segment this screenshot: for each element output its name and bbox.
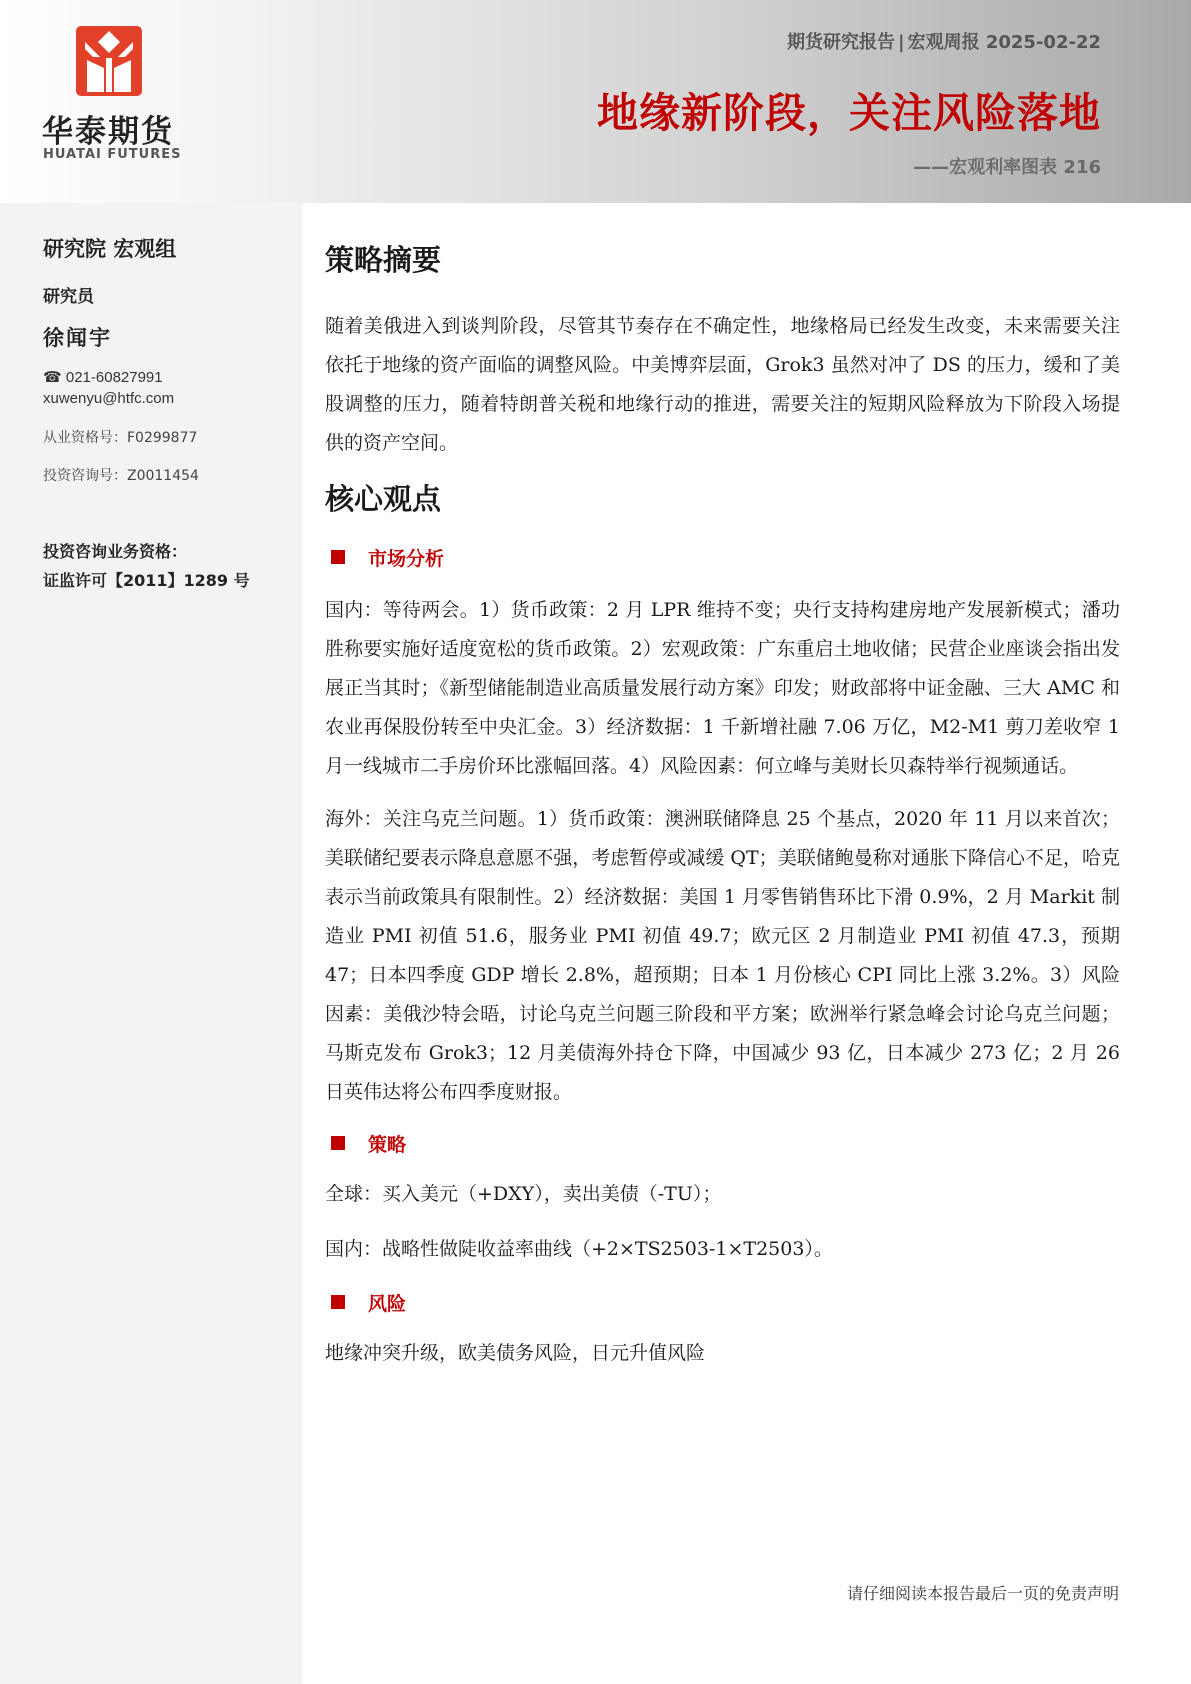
summary-text: 随着美俄进入到谈判阶段，尽管其节奏存在不确定性，地缘格局已经发生改变，未来需要关注依托于地缘的资产面临的调整风险。中美博弈层面，Grok3 虽然对冲了 DS 的压力，缓和了美股调整的压力，随着特朗普关税和地缘行动的推进，需要关注的短期风险释放为下阶段入场提供的资产空间。 <box>325 315 1120 454</box>
report-date: 2025-02-22 <box>985 32 1101 53</box>
analyst-name: 徐闻宇 <box>43 326 112 350</box>
risk-text: 地缘冲突升级，欧美债务风险，日元升值风险 <box>325 1342 706 1364</box>
report-type: 期货研究报告 <box>787 32 895 53</box>
consulting-license: 投资咨询号：Z0011454 <box>43 468 199 484</box>
report-title: 地缘新阶段，关注风险落地 <box>597 89 1101 137</box>
domestic-analysis: 国内：等待两会。1）货币政策：2 月 LPR 维持不变；央行支持构建房地产发展新模式；潘功胜称要实施好适度宽松的货币政策。2）宏观政策：广东重启土地收储；民营企业座谈会指出发展正当其时；《新型储能制造业高质量发展行动方案》印发；财政部将中证金融、三大 AMC 和农业再保股份转至中央汇金。3）经济数据：1 千新增社融 7.06 万亿，M2-M1 剪刀差收窄 1 月一线城市二手房价环比涨幅回落。4）风险因素：何立峰与美财长贝森特举行视频通话。 <box>325 599 1120 777</box>
disclaimer-note: 请仔细阅读本报告最后一页的免责声明 <box>846 1584 1119 1603</box>
square-bullet-icon <box>331 1136 345 1150</box>
phone-number: 021-60827991 <box>65 369 163 386</box>
risk-heading <box>325 1289 1120 1316</box>
market-analysis-label: 市场分析 <box>368 548 445 570</box>
core-views-heading: 核心观点 <box>325 482 442 516</box>
risk-label: 风险 <box>368 1293 407 1315</box>
qualification-value: 证监许可【2011】1289 号 <box>43 571 250 590</box>
analyst-email[interactable]: xuwenyu@htfc.com <box>43 390 175 407</box>
meta-separator: | <box>898 32 905 53</box>
huatai-logo-mark-icon <box>76 26 142 96</box>
summary-heading: 策略摘要 <box>325 243 442 277</box>
department: 研究院 宏观组 <box>43 237 177 261</box>
strategy-label: 策略 <box>368 1134 407 1156</box>
phone-icon: ☎ <box>43 369 66 386</box>
overseas-analysis: 海外：关注乌克兰问题。1）货币政策：澳洲联储降息 25 个基点，2020 年 11 月以来首次；美联储纪要表示降息意愿不强，考虑暂停或减缓 QT；美联储鲍曼称对通胀下降信心不足，哈克表示当前政策具有限制性。2）经济数据：美国 1 月零售销售环比下滑 0.9%，2 月 Markit 制造业 PMI 初值 51.6，服务业 PMI 初值 49.7；欧元区 2 月制造业 PMI 初值 47.3，预期 47；日本四季度 GDP 增长 2.8%，超预期；日本 1 月份核心 CPI 同比上涨 3.2%。3）风险因素：美俄沙特会晤，讨论乌克兰问题三阶段和平方案；欧洲举行紧急峰会讨论乌克兰问题；马斯克发布 Grok3；12 月美债海外持仓下降，中国减少 93 亿，日本减少 273 亿；2 月 26 日英伟达将公布四季度财报。 <box>325 808 1120 1103</box>
logo-chinese-name: 华泰期货 <box>42 114 174 150</box>
square-bullet-icon <box>331 1295 345 1309</box>
strategy-global: 全球：买入美元（+DXY），卖出美债（-TU）； <box>325 1183 722 1205</box>
report-meta <box>787 28 1101 54</box>
report-header <box>0 0 1191 203</box>
square-bullet-icon <box>331 550 345 564</box>
main-content <box>325 230 1120 1373</box>
qualification-title: 投资咨询业务资格： <box>43 542 188 561</box>
report-category: 宏观周报 <box>907 32 980 53</box>
strategy-domestic: 国内：战略性做陡收益率曲线（+2×TS2503-1×T2503）。 <box>325 1238 833 1260</box>
market-analysis-heading <box>325 544 1120 571</box>
huatai-logo <box>42 26 192 166</box>
logo-english-name: HUATAI FUTURES <box>43 147 182 162</box>
analyst-role: 研究员 <box>43 287 94 307</box>
practice-license: 从业资格号：F0299877 <box>43 430 198 446</box>
strategy-heading <box>325 1130 1120 1157</box>
analyst-phone <box>43 368 163 386</box>
report-subtitle: ——宏观利率图表 216 <box>913 157 1101 178</box>
author-sidebar <box>0 203 302 1684</box>
